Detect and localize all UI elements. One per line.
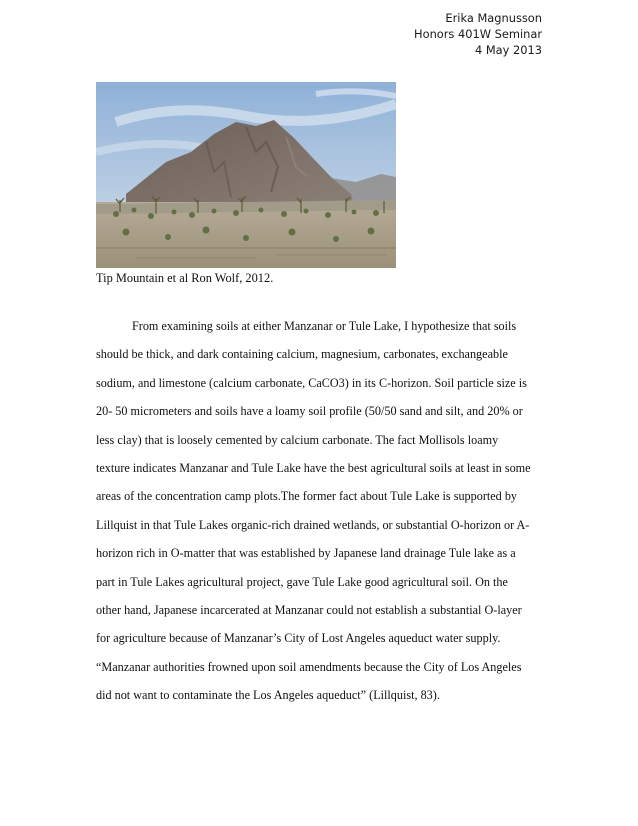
desert-mountain-photo xyxy=(96,82,396,268)
document-date: 4 May 2013 xyxy=(474,43,542,57)
landscape-image xyxy=(96,82,396,268)
paragraph-line: texture indicates Manzanar and Tule Lake have the best agricultural soils at least in some xyxy=(96,461,531,476)
paragraph-line: From examining soils at either Manzanar or Tule Lake, I hypothesize that soils xyxy=(132,319,517,333)
paragraph-line: Lillquist in that Tule Lakes organic-rich drained wetlands, or substantial O-horizon or A- xyxy=(96,517,530,532)
paragraph-line: part in Tule Lakes agricultural project, gave Tule Lake good agricultural soil. On the xyxy=(96,574,508,589)
paragraph-line: horizon rich in O-matter that was established by Japanese land drainage Tule lake as a xyxy=(96,546,516,561)
course-name: Honors 401W Seminar xyxy=(414,27,542,41)
body-paragraph xyxy=(96,312,556,710)
paragraph-line: did not want to contaminate the Los Angeles aqueduct” (Lillquist, 83). xyxy=(96,688,440,703)
paragraph-line: less clay) that is loosely cemented by calcium carbonate. The fact Mollisols loamy xyxy=(96,432,499,447)
paragraph-line: for agriculture because of Manzanar’s City of Lost Angeles aqueduct water supply. xyxy=(96,631,501,646)
paragraph-line: 20- 50 micrometers and soils have a loamy soil profile (50/50 sand and silt, and 20% or xyxy=(96,404,523,419)
paragraph-line: should be thick, and dark containing calcium, magnesium, carbonates, exchangeable xyxy=(96,347,508,362)
figure-caption: Tip Mountain et al Ron Wolf, 2012. xyxy=(96,271,274,285)
paragraph-line: areas of the concentration camp plots.The former fact about Tule Lake is supported by xyxy=(96,489,518,504)
paragraph-line: other hand, Japanese incarcerated at Manzanar could not establish a substantial O-layer xyxy=(96,603,522,618)
paragraph-line: “Manzanar authorities frowned upon soil amendments because the City of Los Angeles xyxy=(96,659,522,674)
page-header xyxy=(414,10,542,58)
author-name: Erika Magnusson xyxy=(445,11,542,25)
paragraph-line: sodium, and limestone (calcium carbonate, CaCO3) in its C-horizon. Soil particle size is xyxy=(96,375,527,390)
